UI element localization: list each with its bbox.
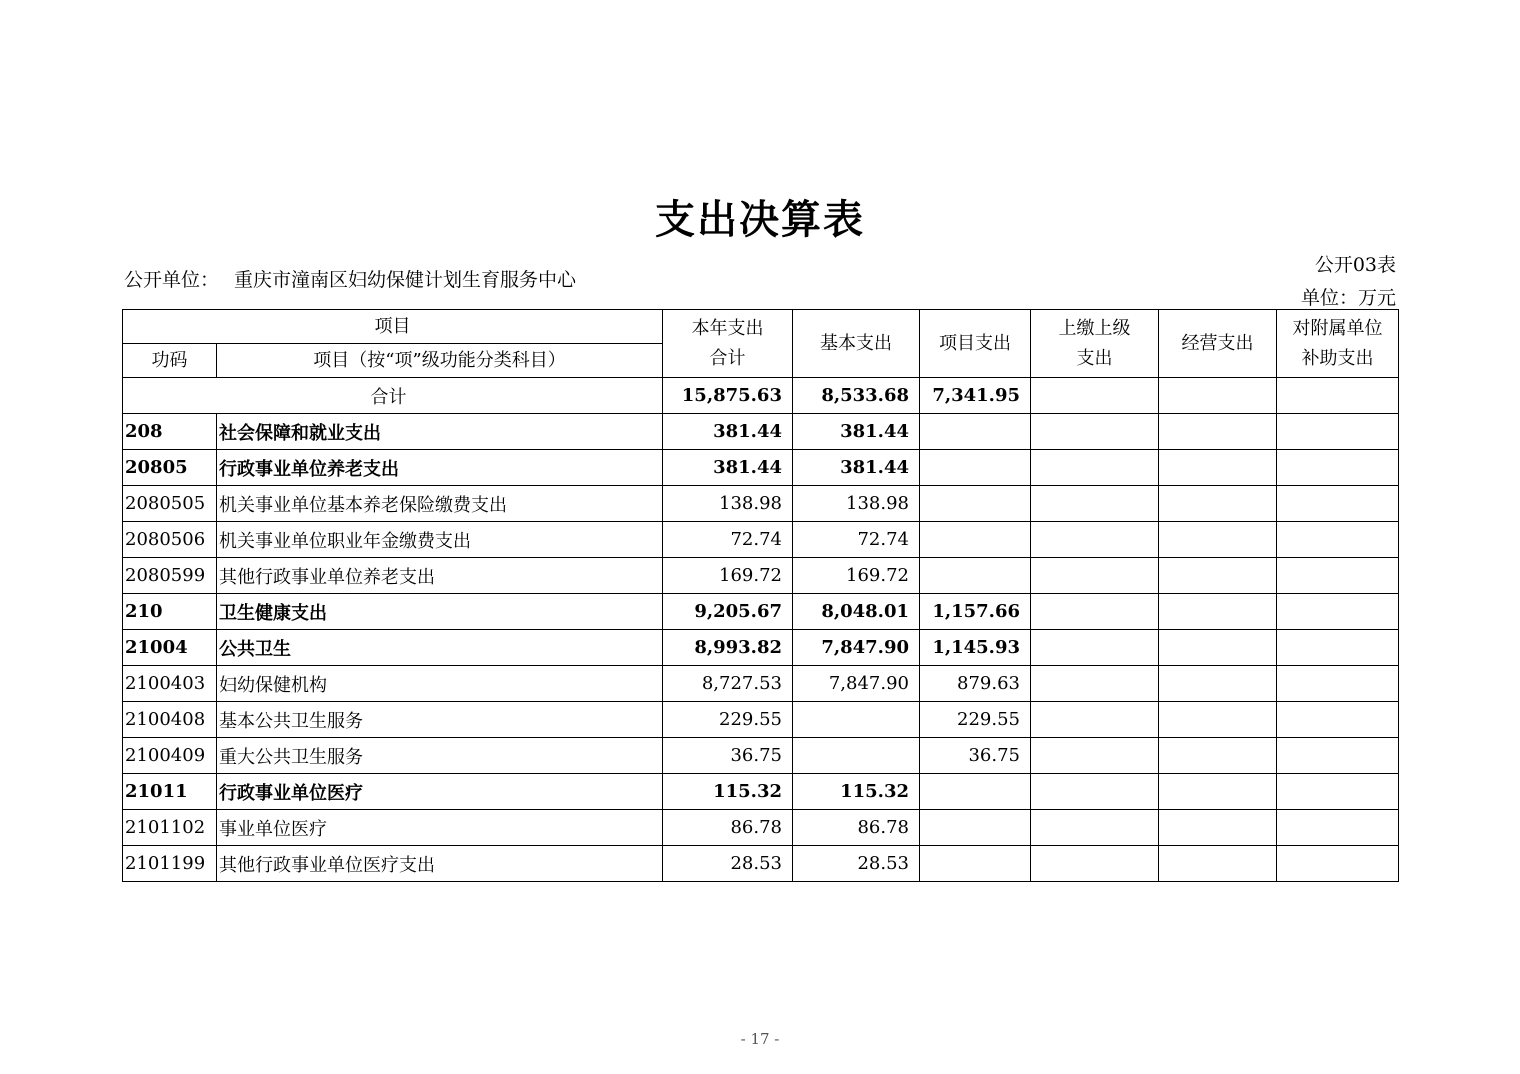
row-total: 9,205.67: [663, 594, 793, 630]
row-project: [920, 558, 1031, 594]
row-subsidy: [1277, 666, 1399, 702]
row-name: 重大公共卫生服务: [217, 738, 663, 774]
table-row: [123, 666, 1399, 702]
row-code: 2080505: [123, 486, 217, 522]
table-row: [123, 630, 1399, 666]
row-operating: [1159, 702, 1277, 738]
row-project: 879.63: [920, 666, 1031, 702]
row-project: [920, 450, 1031, 486]
header-remit-line2: 支出: [1076, 347, 1113, 369]
unit-label: 公开单位：: [124, 269, 220, 291]
row-total: 381.44: [663, 450, 793, 486]
row-project: 1,145.93: [920, 630, 1031, 666]
row-project: 1,157.66: [920, 594, 1031, 630]
row-operating: [1159, 414, 1277, 450]
row-remit: [1031, 558, 1159, 594]
table-row: [123, 450, 1399, 486]
row-operating: [1159, 558, 1277, 594]
row-project: [920, 486, 1031, 522]
row-basic: 86.78: [793, 810, 920, 846]
row-remit: [1031, 630, 1159, 666]
row-project: [920, 810, 1031, 846]
row-code: 2101199: [123, 846, 217, 882]
row-operating: [1159, 666, 1277, 702]
row-basic: 138.98: [793, 486, 920, 522]
row-code: 2100409: [123, 738, 217, 774]
row-total: 72.74: [663, 522, 793, 558]
row-subsidy: [1277, 522, 1399, 558]
header-total-line1: 本年支出: [691, 317, 764, 339]
row-project: 229.55: [920, 702, 1031, 738]
header-code: 功码: [123, 344, 217, 378]
row-operating: [1159, 450, 1277, 486]
row-name: 机关事业单位职业年金缴费支出: [217, 522, 663, 558]
total-remit: [1031, 378, 1159, 414]
row-code: 2100408: [123, 702, 217, 738]
unit-name: 重庆市潼南区妇幼保健计划生育服务中心: [234, 269, 577, 291]
header-operating: 经营支出: [1159, 310, 1277, 378]
row-subsidy: [1277, 846, 1399, 882]
table-row: [123, 846, 1399, 882]
row-remit: [1031, 738, 1159, 774]
row-operating: [1159, 738, 1277, 774]
total-subsidy: [1277, 378, 1399, 414]
row-subsidy: [1277, 594, 1399, 630]
row-remit: [1031, 774, 1159, 810]
table-row: [123, 738, 1399, 774]
row-remit: [1031, 666, 1159, 702]
total-label: 合计: [123, 378, 663, 414]
page-title: 支出决算表: [655, 196, 865, 243]
table-row: [123, 558, 1399, 594]
table-row: [123, 810, 1399, 846]
table-row: [123, 486, 1399, 522]
header-item-group: 项目: [123, 310, 663, 344]
row-remit: [1031, 450, 1159, 486]
header-subsidy-line1: 对附属单位: [1292, 317, 1383, 339]
row-basic: 7,847.90: [793, 630, 920, 666]
row-subsidy: [1277, 702, 1399, 738]
row-remit: [1031, 702, 1159, 738]
row-code: 2101102: [123, 810, 217, 846]
header-item-name: 项目（按“项”级功能分类科目）: [217, 344, 663, 378]
row-basic: 381.44: [793, 414, 920, 450]
row-name: 其他行政事业单位养老支出: [217, 558, 663, 594]
row-name: 公共卫生: [217, 630, 663, 666]
row-basic: 115.32: [793, 774, 920, 810]
table-row: [123, 774, 1399, 810]
row-project: [920, 846, 1031, 882]
row-operating: [1159, 630, 1277, 666]
row-subsidy: [1277, 774, 1399, 810]
row-code: 208: [123, 414, 217, 450]
total-row: [123, 378, 1399, 414]
header-total: [663, 310, 793, 378]
expenditure-table: [122, 309, 1399, 882]
row-subsidy: [1277, 450, 1399, 486]
row-basic: 28.53: [793, 846, 920, 882]
form-number: 公开03表: [1314, 254, 1396, 276]
row-total: 381.44: [663, 414, 793, 450]
row-name: 行政事业单位医疗: [217, 774, 663, 810]
row-name: 卫生健康支出: [217, 594, 663, 630]
row-code: 210: [123, 594, 217, 630]
row-name: 妇幼保健机构: [217, 666, 663, 702]
header-subsidy: [1277, 310, 1399, 378]
row-operating: [1159, 486, 1277, 522]
row-basic: 8,048.01: [793, 594, 920, 630]
total-total: 15,875.63: [663, 378, 793, 414]
table-row: [123, 522, 1399, 558]
row-name: 基本公共卫生服务: [217, 702, 663, 738]
row-basic: [793, 738, 920, 774]
row-name: 社会保障和就业支出: [217, 414, 663, 450]
row-total: 138.98: [663, 486, 793, 522]
row-remit: [1031, 414, 1159, 450]
row-subsidy: [1277, 630, 1399, 666]
row-total: 8,727.53: [663, 666, 793, 702]
row-subsidy: [1277, 810, 1399, 846]
row-total: 115.32: [663, 774, 793, 810]
header-project: 项目支出: [920, 310, 1031, 378]
row-remit: [1031, 846, 1159, 882]
row-code: 21004: [123, 630, 217, 666]
row-subsidy: [1277, 414, 1399, 450]
row-total: 36.75: [663, 738, 793, 774]
row-subsidy: [1277, 486, 1399, 522]
money-unit: 单位：万元: [1300, 287, 1396, 309]
total-operating: [1159, 378, 1277, 414]
row-remit: [1031, 594, 1159, 630]
row-name: 行政事业单位养老支出: [217, 450, 663, 486]
header-subsidy-line2: 补助支出: [1301, 347, 1374, 369]
header-remit: [1031, 310, 1159, 378]
row-project: [920, 522, 1031, 558]
row-basic: 381.44: [793, 450, 920, 486]
table-row: [123, 414, 1399, 450]
row-total: 86.78: [663, 810, 793, 846]
table-row: [123, 594, 1399, 630]
row-basic: [793, 702, 920, 738]
row-total: 229.55: [663, 702, 793, 738]
row-total: 28.53: [663, 846, 793, 882]
row-operating: [1159, 810, 1277, 846]
header-remit-line1: 上缴上级: [1058, 317, 1131, 339]
row-name: 机关事业单位基本养老保险缴费支出: [217, 486, 663, 522]
row-project: 36.75: [920, 738, 1031, 774]
row-operating: [1159, 774, 1277, 810]
row-name: 事业单位医疗: [217, 810, 663, 846]
row-operating: [1159, 846, 1277, 882]
row-basic: 7,847.90: [793, 666, 920, 702]
table-row: [123, 702, 1399, 738]
row-project: [920, 414, 1031, 450]
total-project: 7,341.95: [920, 378, 1031, 414]
header-basic: 基本支出: [793, 310, 920, 378]
row-operating: [1159, 594, 1277, 630]
row-subsidy: [1277, 558, 1399, 594]
page-number: - 17 -: [740, 1030, 780, 1048]
row-total: 169.72: [663, 558, 793, 594]
row-operating: [1159, 522, 1277, 558]
row-code: 2100403: [123, 666, 217, 702]
row-subsidy: [1277, 738, 1399, 774]
row-project: [920, 774, 1031, 810]
row-name: 其他行政事业单位医疗支出: [217, 846, 663, 882]
row-code: 20805: [123, 450, 217, 486]
row-remit: [1031, 810, 1159, 846]
row-code: 2080599: [123, 558, 217, 594]
row-remit: [1031, 486, 1159, 522]
row-total: 8,993.82: [663, 630, 793, 666]
row-basic: 169.72: [793, 558, 920, 594]
header-total-line2: 合计: [709, 347, 746, 369]
row-code: 2080506: [123, 522, 217, 558]
row-remit: [1031, 522, 1159, 558]
total-basic: 8,533.68: [793, 378, 920, 414]
row-basic: 72.74: [793, 522, 920, 558]
row-code: 21011: [123, 774, 217, 810]
